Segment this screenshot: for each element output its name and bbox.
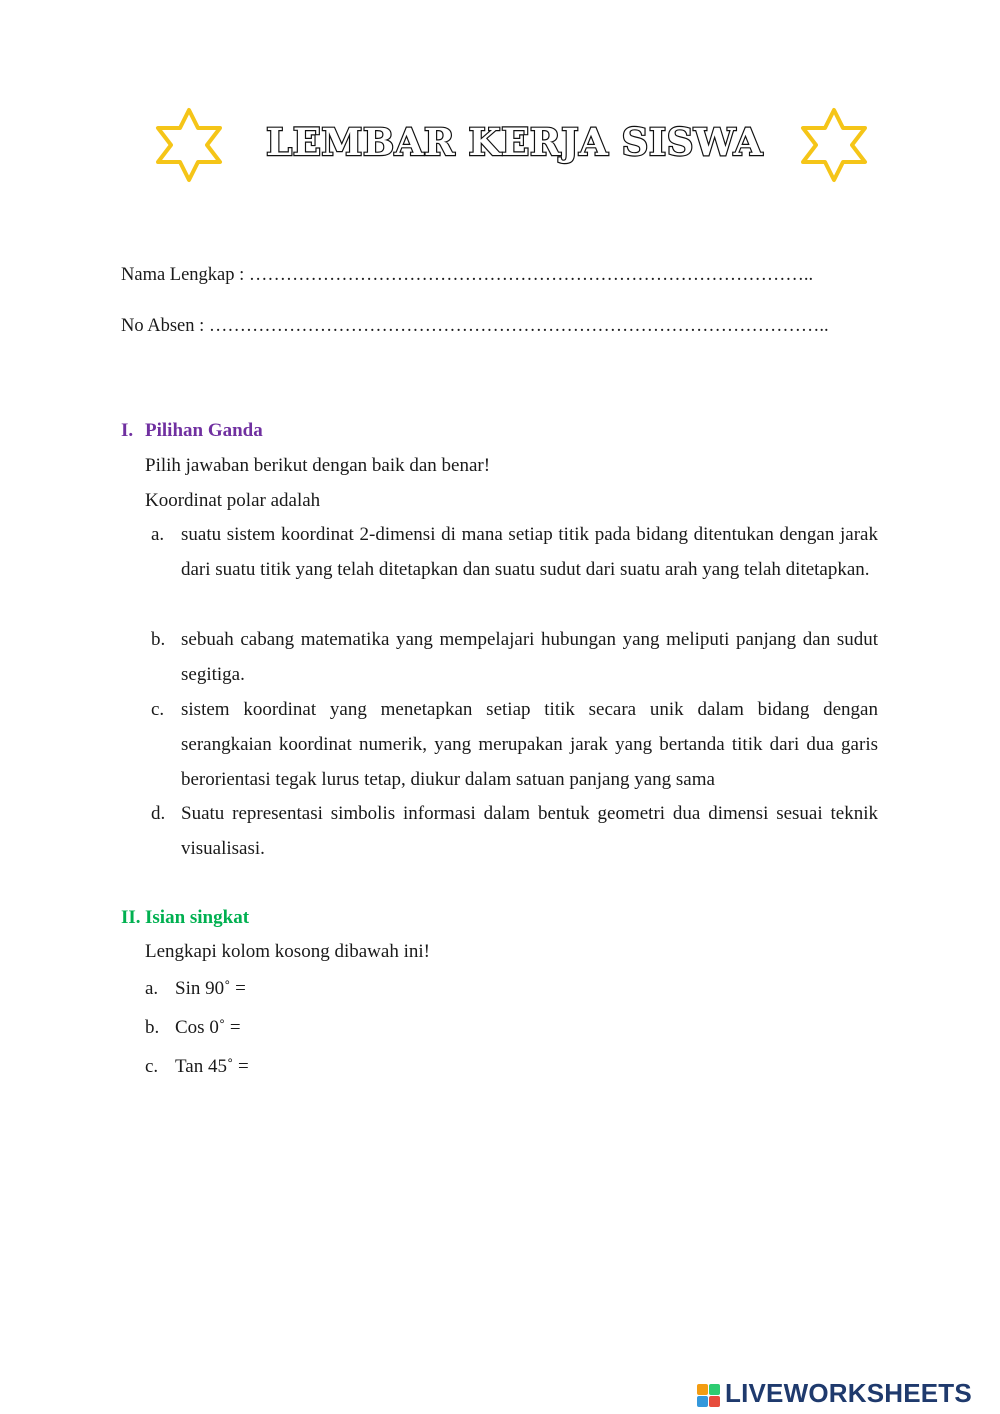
worksheet-header <box>0 100 1000 195</box>
option-b[interactable]: sebuah cabang matematika yang mempelajari hubungan yang meliputi panjang dan sudut segitiga. <box>181 629 878 685</box>
section-instruction: Pilih jawaban berikut dengan baik dan benar! <box>145 455 491 476</box>
option-c[interactable]: sistem koordinat yang menetapkan setiap titik secara unik dalam bidang dengan serangkaian koordinat numerik, yang merupakan jarak yang bertanda titik dari dua garis berorientasi tegak lurus tetap, diukur dalam satuan panjang yang sama <box>181 699 878 790</box>
absen-label: No Absen : <box>121 316 209 336</box>
short-item-letter-a: a. <box>145 978 159 999</box>
absen-field[interactable] <box>121 316 829 337</box>
option-letter-c: c. <box>151 699 165 720</box>
short-item-letter-c: c. <box>145 1056 159 1077</box>
absen-blank[interactable]: ……………………………………………………………………………………….. <box>208 316 829 336</box>
name-blank[interactable]: ……………………………………………………………………………….. <box>248 265 814 285</box>
star-icon <box>150 106 228 184</box>
option-letter-d: d. <box>151 803 166 824</box>
short-item-letter-b: b. <box>145 1017 160 1038</box>
name-field[interactable] <box>121 265 813 286</box>
section-heading-short-answer <box>121 907 249 929</box>
section-instruction: Lengkapi kolom kosong dibawah ini! <box>145 941 430 962</box>
short-item-a[interactable]: Sin 90˚ = <box>175 978 246 999</box>
question-text: Koordinat polar adalah <box>145 490 321 511</box>
short-item-b[interactable]: Cos 0˚ = <box>175 1017 241 1038</box>
option-a[interactable]: suatu sistem koordinat 2-dimensi di mana setiap titik pada bidang ditentukan dengan jarak dari suatu titik yang telah ditetapkan dan suatu sudut dari suatu arah yang telah ditetapkan. <box>181 524 878 580</box>
section-title: Pilihan Ganda <box>145 420 263 441</box>
liveworksheets-logo-icon <box>697 1384 721 1408</box>
short-item-c[interactable]: Tan 45˚ = <box>175 1056 249 1077</box>
option-letter-b: b. <box>151 629 166 650</box>
option-d[interactable]: Suatu representasi simbolis informasi dalam bentuk geometri dua dimensi sesuai teknik visualisasi. <box>181 803 878 859</box>
name-label: Nama Lengkap : <box>121 265 249 285</box>
brand-name: LIVEWORKSHEETS <box>725 1378 972 1408</box>
option-letter-a: a. <box>151 524 165 545</box>
page-title: LEMBAR KERJA SISWA <box>266 120 763 164</box>
section-heading-multiple-choice <box>121 420 263 442</box>
section-title: Isian singkat <box>145 907 250 928</box>
section-number: II. <box>121 907 141 928</box>
star-icon <box>795 106 873 184</box>
section-number: I. <box>121 420 134 441</box>
